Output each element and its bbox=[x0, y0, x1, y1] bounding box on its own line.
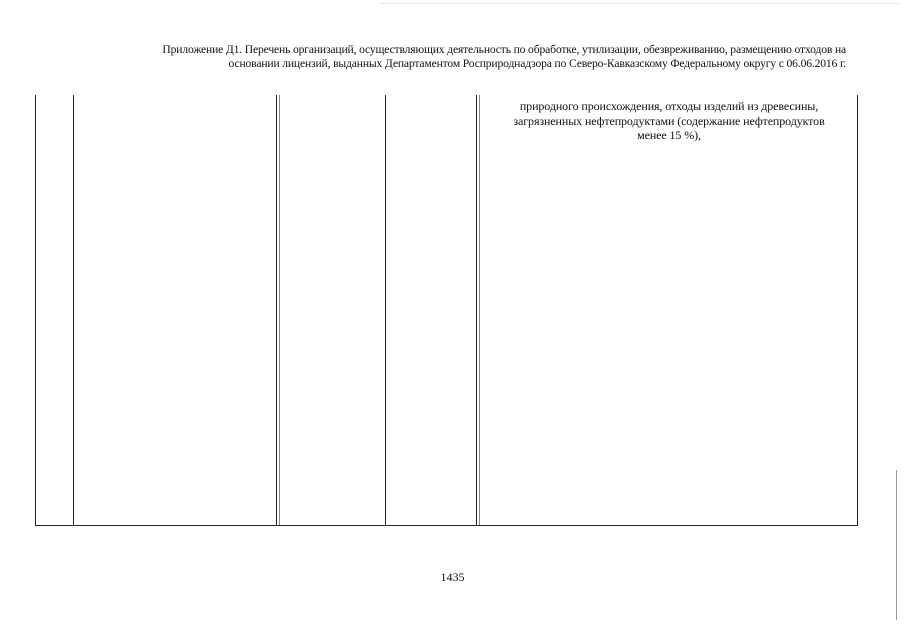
scan-edge-mark bbox=[896, 470, 897, 620]
waste-types-line: загрязненных нефтепродуктами (содержание нефтепродуктов bbox=[513, 113, 825, 128]
license-table bbox=[35, 95, 858, 526]
column-divider bbox=[476, 95, 477, 525]
page-number: 1435 bbox=[440, 570, 465, 584]
header-line-1: Приложение Д1. Перечень организаций, осуществляющих деятельность по обработке, утилизации, обезвреживанию, размещению отходов на bbox=[162, 43, 846, 56]
waste-types-line: менее 15 %), bbox=[637, 128, 701, 142]
waste-types-line: природного происхождения, отходы изделий из древесины, bbox=[519, 99, 819, 113]
column-divider-shadow bbox=[479, 95, 480, 525]
column-divider bbox=[276, 95, 277, 525]
waste-types-cell bbox=[484, 99, 854, 143]
column-divider bbox=[73, 95, 74, 525]
column-divider bbox=[385, 95, 386, 525]
document-header bbox=[60, 43, 846, 70]
scan-noise bbox=[380, 3, 900, 8]
header-line-2: основании лицензий, выданных Департаментом Росприроднадзора по Северо-Кавказскому Федеральному округу с 06.06.2016 г. bbox=[228, 56, 846, 70]
column-divider-shadow bbox=[279, 95, 280, 525]
